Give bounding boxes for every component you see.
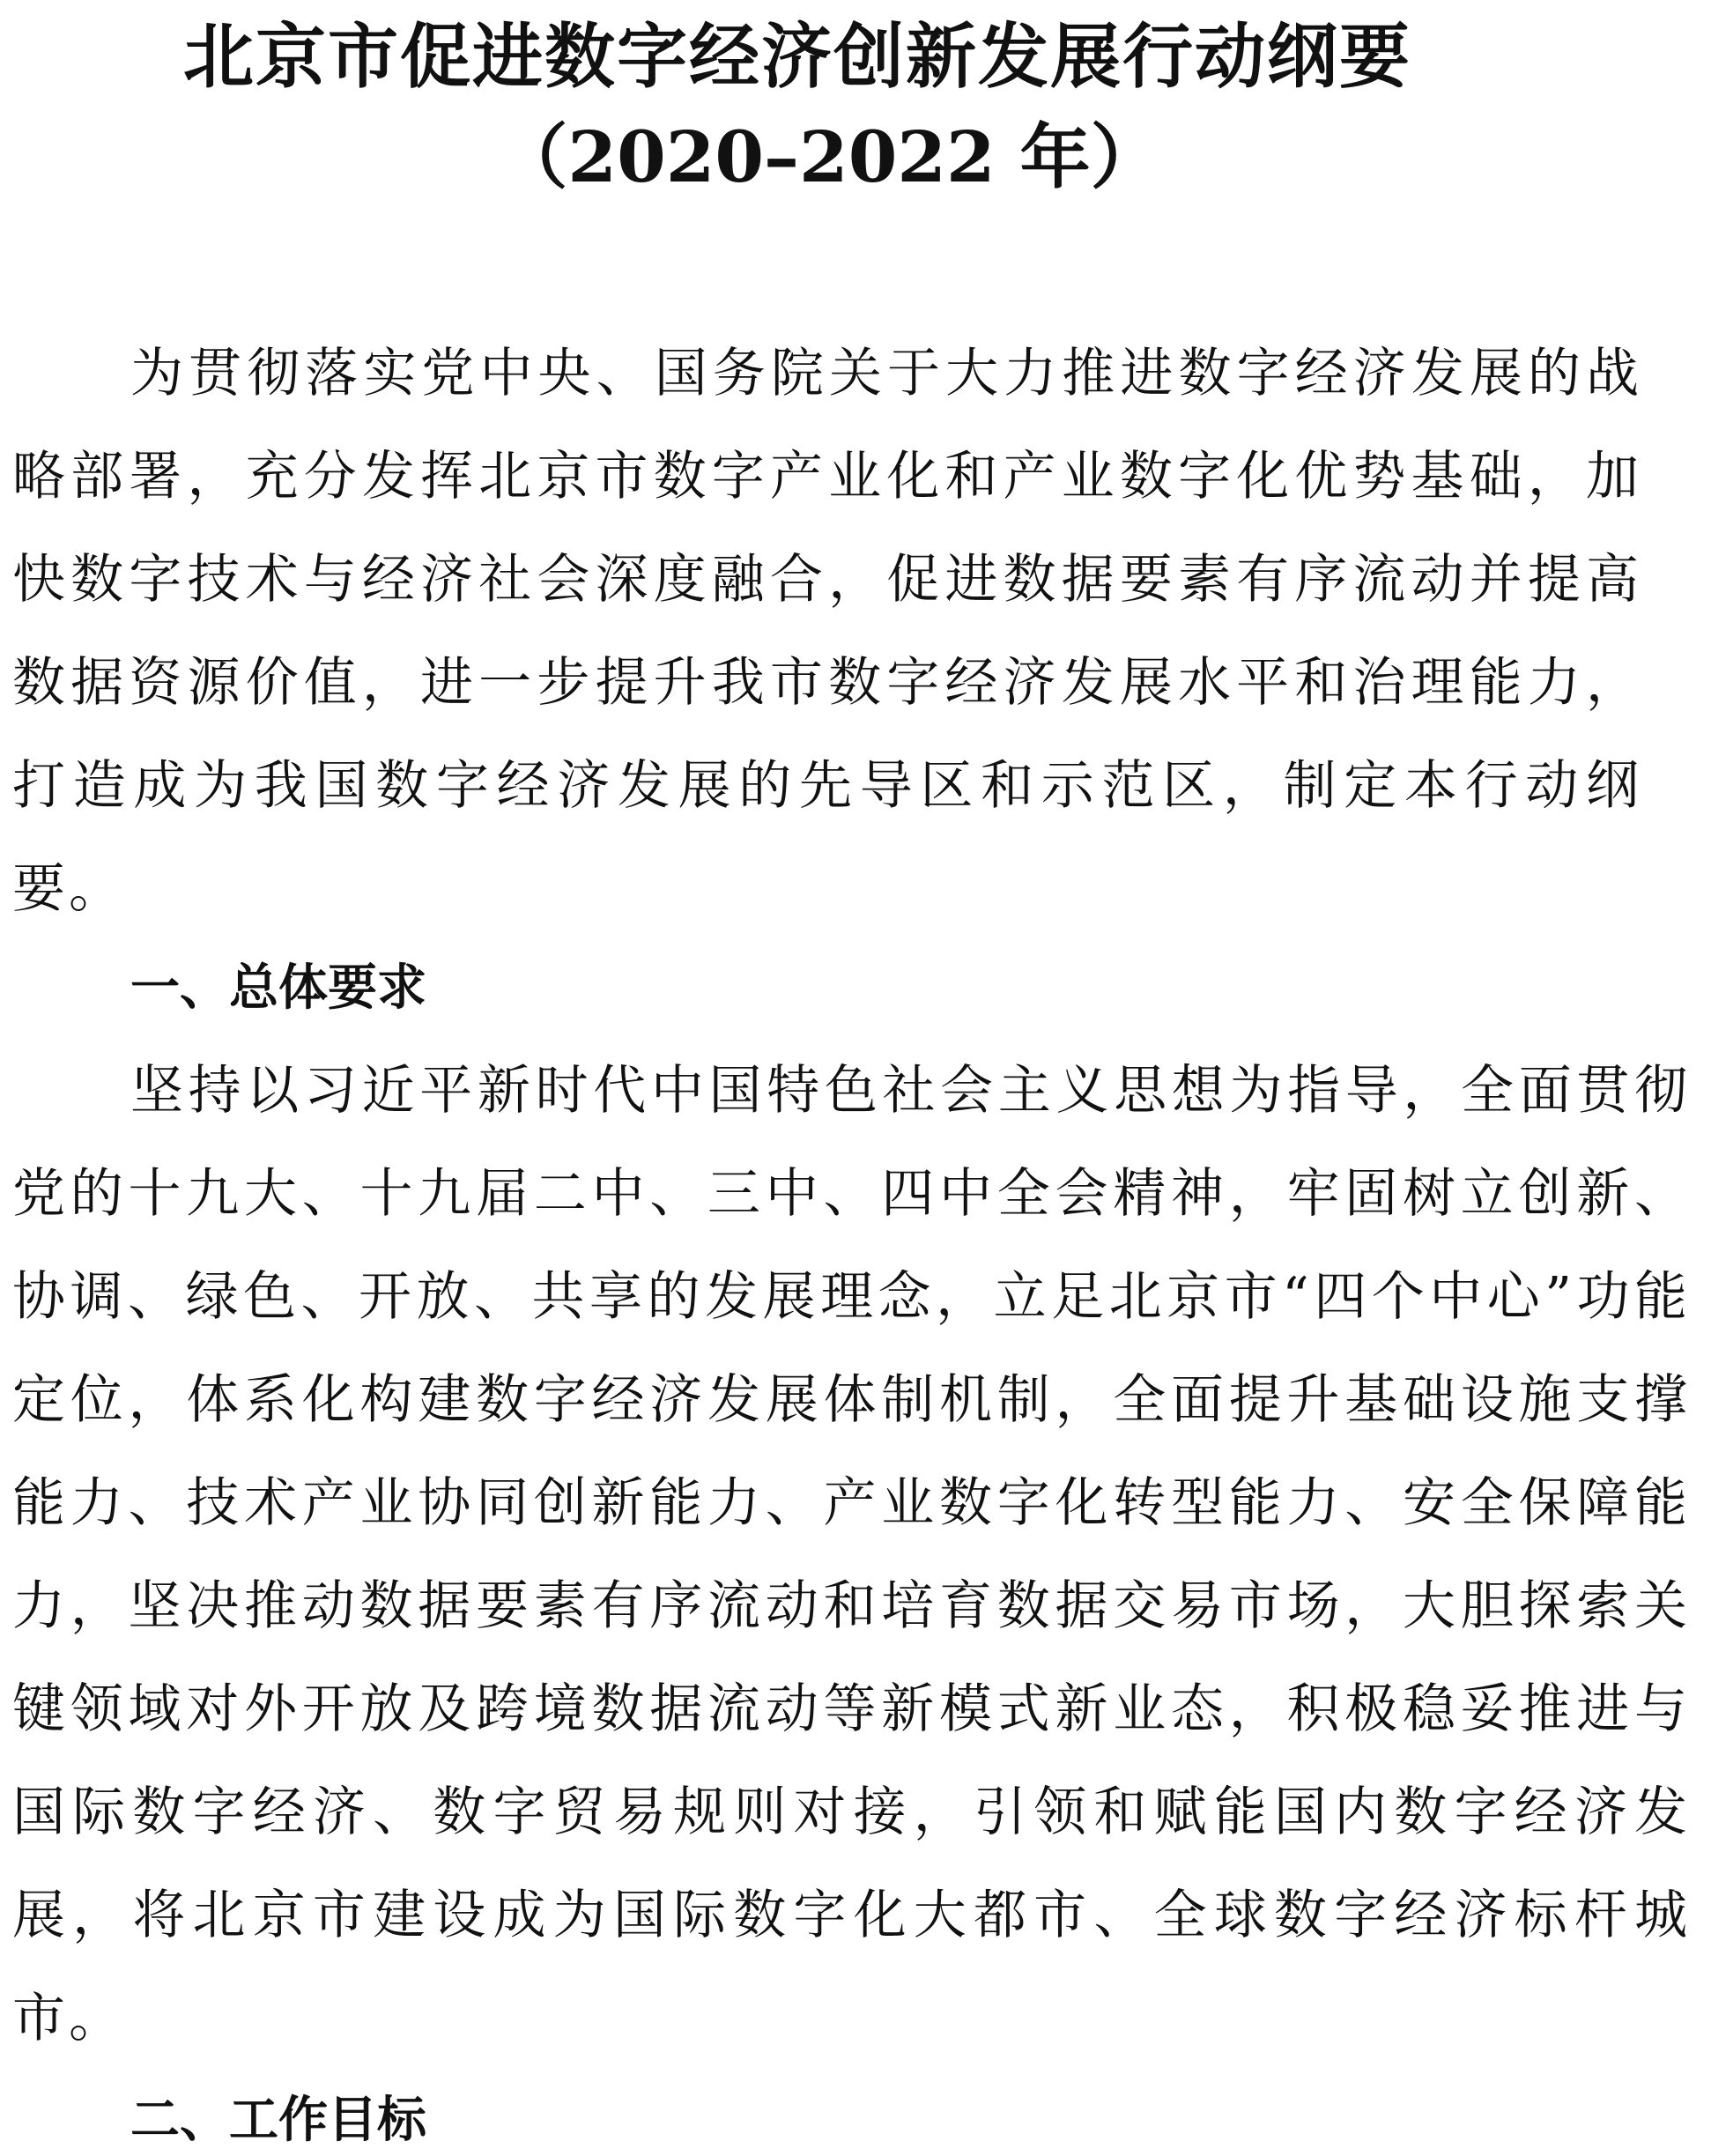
document-title: 北京市促进数字经济创新发展行动纲要 — [183, 15, 1411, 98]
intro-paragraph: 为贯彻落实党中央、国务院关于大力推进数字经济发展的战略部署，充分发挥北京市数字产业化和产业数字化优势基础，加快数字技术与经济社会深度融合，促进数据要素有序流动并提高数据资源价值，进一步提升我市数字经济发展水平和治理能力，打造成为我国数字经济发展的先导区和示范区，制定本行动纲要。 — [12, 343, 1642, 920]
document-subtitle-years: （2020–2022 年） — [497, 115, 1161, 198]
section-heading-work-goals: 二、工作目标 — [130, 2092, 426, 2149]
section-heading-general-requirements: 一、总体要求 — [130, 959, 426, 1017]
general-requirements-paragraph: 坚持以习近平新时代中国特色社会主义思想为指导，全面贯彻党的十九大、十九届二中、三中、四中全会精神，牢固树立创新、协调、绿色、开放、共享的发展理念，立足北京市“四个中心”功能定位，体系化构建数字经济发展体制机制，全面提升基础设施支撑能力、技术产业协同创新能力、产业数字化转型能力、安全保障能力，坚决推动数据要素有序流动和培育数据交易市场，大胆探索关键领域对外开放及跨境数据流动等新模式新业态，积极稳妥推进与国际数字经济、数字贸易规则对接，引领和赋能国内数字经济发展，将北京市建设成为国际数字化大都市、全球数字经济标杆城市。 — [12, 1060, 1691, 2049]
